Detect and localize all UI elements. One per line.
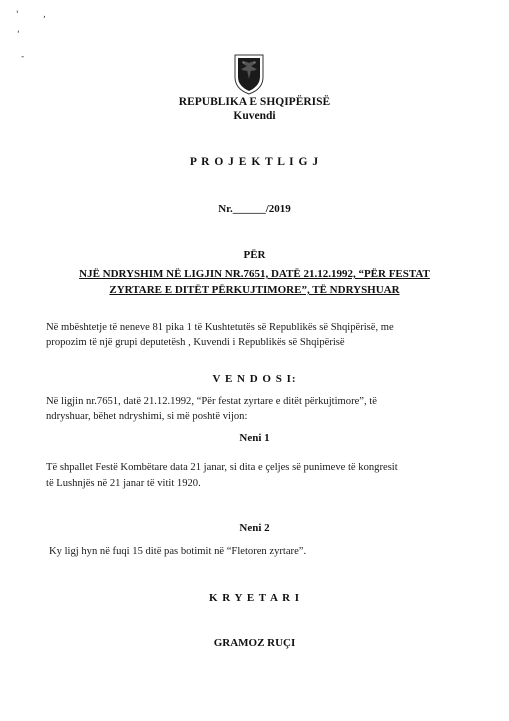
intro-line-1: Në ligjin nr.7651, datë 21.12.1992, “Për festat zyrtare e ditët përkujtimore”, të xyxy=(46,396,377,407)
country-name: REPUBLIKA E SHQIPËRISË xyxy=(178,96,331,108)
article-1-title: Neni 1 xyxy=(239,432,270,444)
signature-role: K R Y E T A R I xyxy=(208,592,301,604)
scan-mark: ‘ xyxy=(17,30,20,40)
subject-line-2: ZYRTARE E DITËT PËRKUJTIMORE”, TË NDRYSHUAR xyxy=(109,284,400,296)
preamble-line-2: propozim të një grupi deputetësh , Kuvendi i Republikës së Shqipërisë xyxy=(46,337,345,348)
article-1-line-1: Të shpallet Festë Kombëtare data 21 janar, si dita e çeljes së punimeve të kongresit xyxy=(46,462,398,473)
scan-mark: - xyxy=(21,52,25,62)
scan-mark: ' xyxy=(16,10,19,20)
preamble-line-1: Në mbështetje të neneve 81 pika 1 të Kushtetutës së Republikës së Shqipërisë, me xyxy=(46,322,394,333)
decides-heading: V E N D O S I: xyxy=(212,373,297,385)
per-heading: PËR xyxy=(243,249,266,261)
article-2-title: Neni 2 xyxy=(239,522,270,534)
subject-line-1: NJË NDRYSHIM NË LIGJIN NR.7651, DATË 21.12.1992, “PËR FESTAT xyxy=(79,268,430,280)
document-title: P R O J E K T L I G J xyxy=(189,156,320,168)
signature-name: GRAMOZ RUÇI xyxy=(213,637,296,649)
scan-mark: , xyxy=(43,10,46,20)
eagle-emblem-icon xyxy=(229,53,269,95)
article-2-line-1: Ky ligj hyn në fuqi 15 ditë pas botimit në “Fletoren zyrtare”. xyxy=(49,546,307,557)
law-number: Nr.______/2019 xyxy=(218,203,291,215)
article-1-line-2: të Lushnjës në 21 janar të vitit 1920. xyxy=(46,478,201,489)
institution-name: Kuvendi xyxy=(233,110,276,122)
intro-line-2: ndryshuar, bëhet ndryshimi, si më poshtë vijon: xyxy=(46,411,248,422)
